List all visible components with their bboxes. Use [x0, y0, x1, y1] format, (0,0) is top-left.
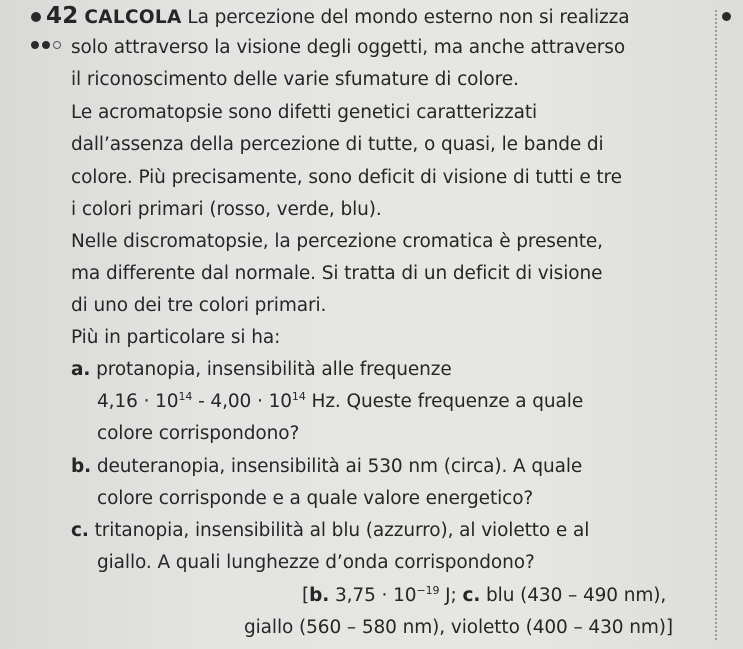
intro-line: il riconoscimento delle varie sfumature di colore.: [71, 69, 519, 90]
freq-a: 4,16 · 10: [97, 391, 179, 412]
intro-line: ma differente dal normale. Si tratta di un deficit di visione: [71, 263, 603, 284]
freq-separator: - 4,00 · 10: [192, 391, 292, 412]
item-b-text: deuteranopia, insensibilità ai 530 nm (circa). A quale: [96, 456, 583, 477]
intro-line: colore. Più precisamente, sono deficit di visione di tutti e tre: [71, 167, 622, 188]
answer-b-value: 3,75 · 10: [329, 585, 417, 606]
item-c-question: giallo. A quali lunghezze d’onda corrispondono?: [97, 552, 535, 573]
exercise-header: [46, 4, 630, 30]
margin-dotted-rule: [715, 10, 733, 640]
answer-open-bracket: [: [302, 585, 310, 606]
item-a-question: colore corrispondono?: [97, 423, 300, 444]
freq-rest: Hz. Queste frequenze a quale: [305, 391, 584, 412]
exercise-number: 42: [46, 3, 79, 29]
intro-line: Più in particolare si ha:: [71, 327, 281, 348]
intro-line: Le acromatopsie sono difetti genetici caratterizzati: [71, 102, 538, 123]
intro-line: i colori primari (rosso, verde, blu).: [71, 199, 382, 220]
intro-line: dall’assenza della percezione di tutte, o quasi, le bande di: [71, 134, 604, 155]
answer-b-label: b.: [309, 585, 330, 606]
item-b: [71, 455, 582, 479]
intro-line: La percezione del mondo esterno non si realizza: [187, 7, 630, 28]
answer-c-value: blu (430 – 490 nm),: [480, 585, 667, 606]
answer-line-1: [302, 584, 666, 608]
item-b-label: b.: [71, 456, 92, 477]
item-a-frequencies: [97, 390, 583, 414]
intro-line: solo attraverso la visione degli oggetti, ma anche attraverso: [71, 37, 626, 58]
intro-line: Nelle discromatopsie, la percezione cromatica è presente,: [71, 231, 603, 252]
item-b-question: colore corrisponde e a quale valore energetico?: [97, 488, 534, 509]
difficulty-dot-icon: [31, 12, 41, 22]
answer-c-label: c.: [462, 585, 481, 606]
item-a-label: a.: [71, 359, 91, 380]
item-c-text: tritanopia, insensibilità al blu (azzurro), al violetto e al: [94, 520, 590, 541]
item-a-text: protanopia, insensibilità alle frequenze: [96, 359, 452, 380]
answer-line-2: giallo (560 – 580 nm), violetto (400 – 430 nm)]: [244, 617, 674, 638]
exercise-keyword: CALCOLA: [84, 7, 182, 28]
item-c-label: c.: [71, 520, 89, 541]
freq-b-exponent: 14: [291, 390, 306, 403]
answer-b-exponent: −19: [416, 584, 440, 597]
difficulty-level-icon: [31, 41, 61, 49]
answer-b-unit: J;: [439, 585, 463, 606]
intro-line: di uno dei tre colori primari.: [71, 295, 327, 316]
item-a: [71, 358, 452, 382]
freq-a-exponent: 14: [178, 390, 193, 403]
item-c: [71, 519, 589, 543]
